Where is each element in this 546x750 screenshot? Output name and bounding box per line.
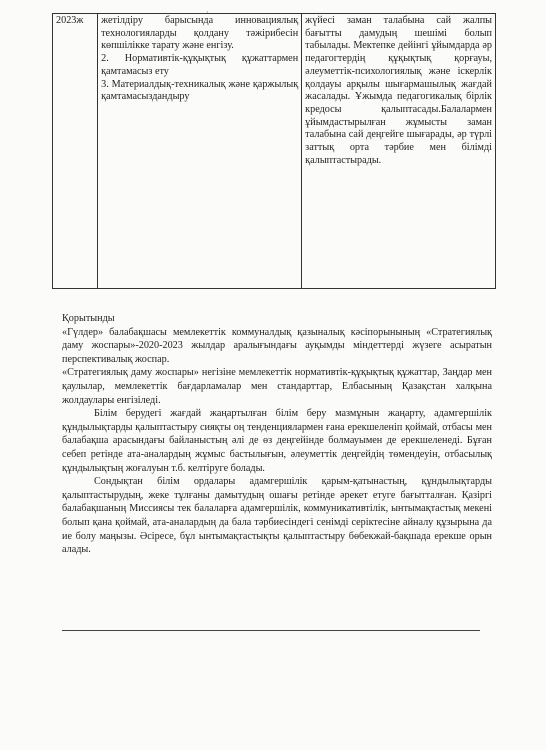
table-row bbox=[53, 14, 496, 289]
results-cell bbox=[302, 14, 496, 289]
conclusion-paragraph-3: Білім берудегі жағдай жаңартылған білім беру мазмұнын жаңарту, адамгершілік құндылықтарды қалыптастыру сияқты оң тенденциялармен ғана ерекшеленіп қоймай, отбасы мен балабақша арасындағы байланыстың әлі де өз деңгейінде болмауымен де ерекшеленеді. Бұған себеп ретінде ата-аналардың жұмыс бастылығын, әлеуметтік деңгейдің төмендеуін, отбасылық құндылықтың жоғалуын т.б. келтіруге болады. bbox=[62, 408, 492, 474]
tasks-cell bbox=[98, 14, 302, 289]
conclusion-paragraph-1: «Гүлдер» балабақшасы мемлекеттік коммуналдық қазыналық кәсіпорынының «Стратегиялық даму жоспары»-2020-2023 жылдар аралығындағы ауқымды міндеттерді жүзеге асыратын перспективалық жоспар. bbox=[62, 326, 492, 365]
task-item-2: 2. Нормативтік-құқықтық құжаттармен қамтамасыз ету bbox=[101, 53, 299, 77]
conclusion-section bbox=[62, 312, 492, 557]
bottom-rule bbox=[62, 630, 480, 631]
header-mark: · bbox=[206, 8, 209, 17]
conclusion-heading: Қорытынды bbox=[62, 313, 115, 324]
results-text: жүйесі заман талабына сай жалпы бағытты дамудың шешімі болып табылады. Мектепке дейінгі ұйымдарда әр педагогтердің құқықтық қорғауы, әлеуметтік-психологиялық және іскерлік қолдауы арқылы шығармашылық жағдай жасалады. Ұжымда педагогикалық бірлік кредосы қалыптасады.Балалармен ұйымдастырылған жұмысты заман талабына сай деңгейге шығарады, әр түрлі заттық орта тәрбие мен білімді қалыптастырады. bbox=[305, 15, 492, 166]
conclusion-paragraph-4: Сондықтан білім ордалары адамгершілік қарым-қатынастың, құндылықтарды қалыптастырудың, жеке тұлғаны дамытудың ошағы ретінде әрекет етуге бағытталған. Қазіргі балабақшаның Миссиясы тек балаларға адамгершілік, коммуникативтілік, ынтымақтастық мекені болып қана қоймай, ата-аналардың да бала тәрбиесіндегі сенімді серіктесіне айналу құзырына да ие болу маңызы. Әсіресе, бұл ынтымақтастықты қалыптастыру бөбекжай-бақшада ерекше орын алады. bbox=[62, 476, 492, 556]
task-item-1: жетілдіру барысында инновациялық технологияларды қолдану тәжірибесін көпшілікке тарату және енгізу. bbox=[101, 15, 299, 52]
conclusion-paragraph-2: «Стратегиялық даму жоспары» негізіне мемлекеттік нормативтік-құқықтық құжаттар, Заңдар мен қаулылар, мемлекеттік бағдарламалар мен стандарттар, Елбасының Қазақстан халқына жолдаулары енгізіледі. bbox=[62, 367, 492, 406]
task-item-3: 3. Материалдық-техникалық және қаржылық қамтамасыздандыру bbox=[101, 78, 299, 103]
plan-table bbox=[52, 13, 496, 289]
year-label: 2023ж bbox=[56, 15, 84, 26]
year-cell bbox=[53, 14, 98, 289]
